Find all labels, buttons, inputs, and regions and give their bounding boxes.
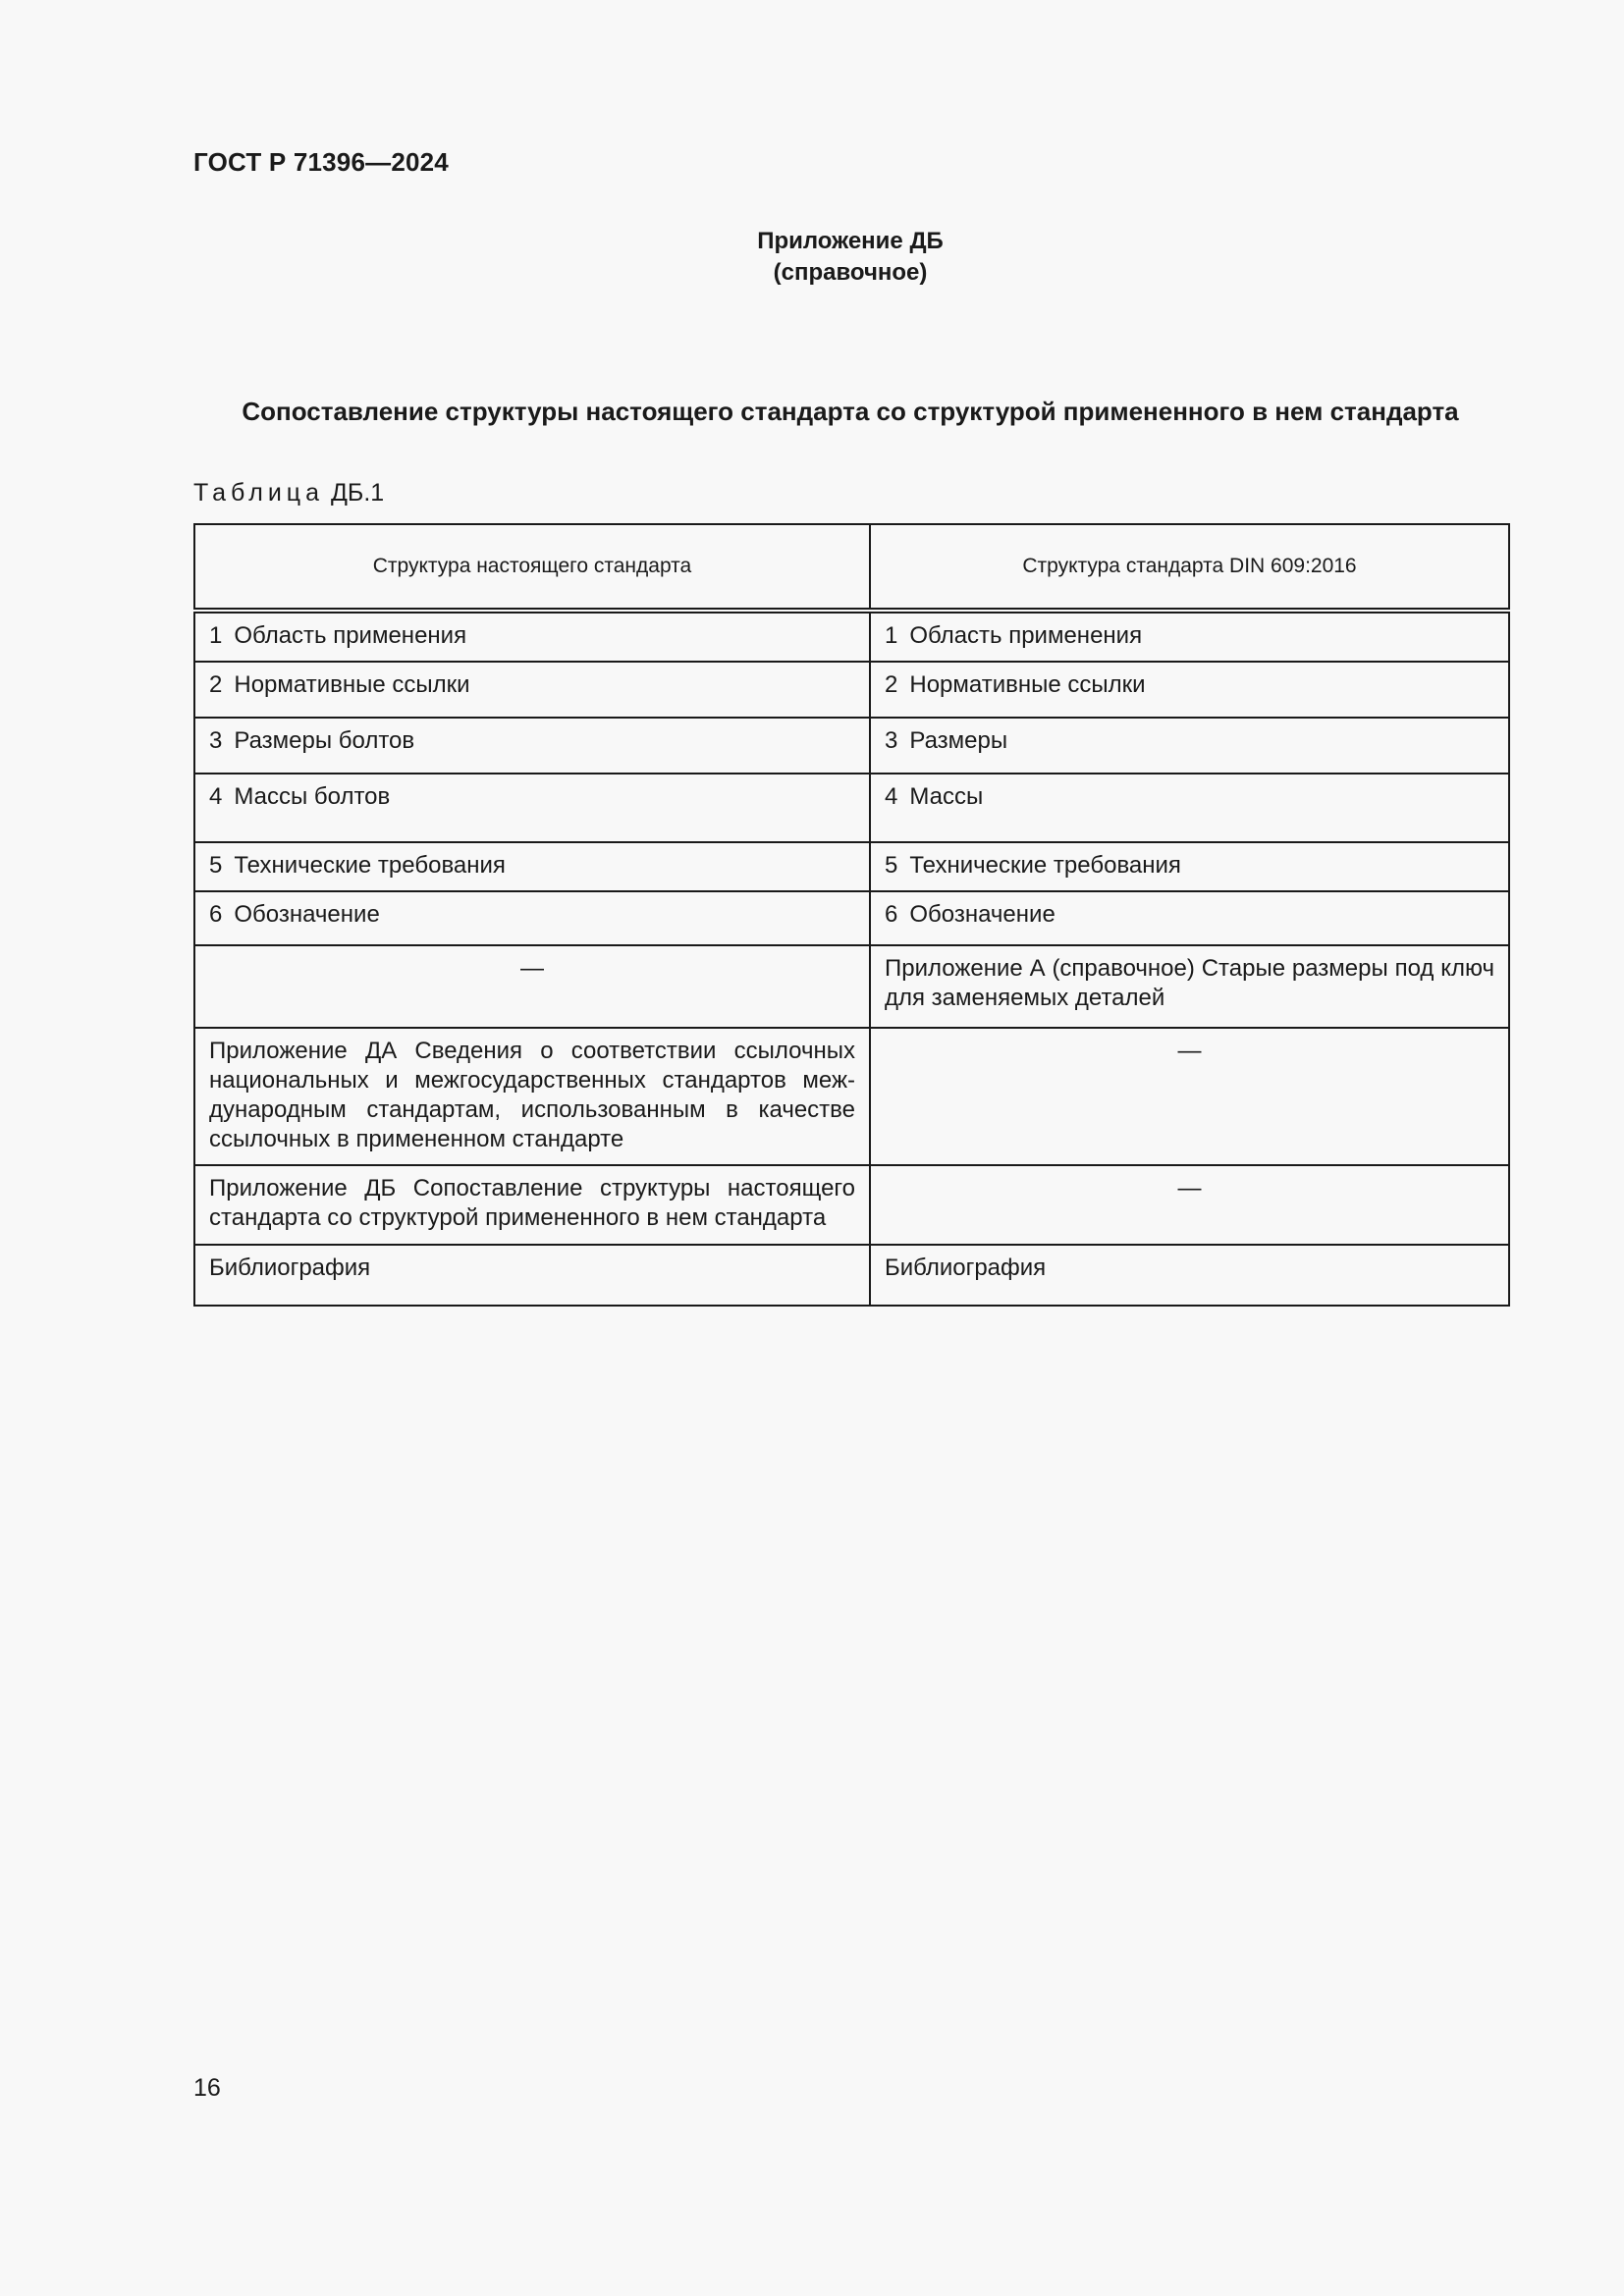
table-row <box>194 611 1509 662</box>
clause-number: 5 <box>885 852 898 879</box>
table-row <box>194 1165 1509 1245</box>
table-row <box>194 774 1509 842</box>
appendix-title: Приложение ДБ <box>757 228 944 254</box>
table-cell-right: — <box>870 1165 1509 1245</box>
table-cell-left <box>194 842 870 891</box>
table-cell-right <box>870 718 1509 774</box>
clause-number: 2 <box>209 671 223 698</box>
table-cell-left: Библиография <box>194 1245 870 1306</box>
table-cell-right <box>870 774 1509 842</box>
clause-number: 3 <box>885 727 898 754</box>
table-row <box>194 1028 1509 1165</box>
table-cell-right <box>870 891 1509 945</box>
clause-title: Технические требования <box>234 852 506 879</box>
table-cell-left <box>194 662 870 718</box>
table-row <box>194 842 1509 891</box>
clause-number: 4 <box>209 783 223 810</box>
structure-comparison-table <box>193 523 1510 1307</box>
table-caption <box>193 479 384 507</box>
clause-title: Технические требования <box>909 852 1181 879</box>
page-number: 16 <box>193 2074 221 2102</box>
table-row <box>194 891 1509 945</box>
table-row <box>194 1245 1509 1306</box>
table-cell-left <box>194 718 870 774</box>
section-title: Сопоставление структуры настоящего стандарта со структурой примененного в нем стандарта <box>242 397 1459 426</box>
table-cell-right <box>870 842 1509 891</box>
clause-number: 5 <box>209 852 223 879</box>
clause-number: 1 <box>885 622 898 649</box>
table-caption-word: Таблица <box>193 479 325 507</box>
table-row <box>194 718 1509 774</box>
clause-title: Нормативные ссылки <box>909 671 1146 698</box>
table-cell-left <box>194 891 870 945</box>
clause-title: Массы <box>909 783 984 810</box>
clause-title: Размеры болтов <box>234 727 415 754</box>
table-row <box>194 945 1509 1028</box>
clause-title: Область применения <box>234 622 467 649</box>
table-cell-left <box>194 774 870 842</box>
appendix-heading <box>0 226 1624 289</box>
clause-title: Размеры <box>909 727 1008 754</box>
clause-title: Обозначение <box>909 901 1056 928</box>
clause-title: Нормативные ссылки <box>234 671 470 698</box>
table-cell-right: Библиография <box>870 1245 1509 1306</box>
table-row <box>194 662 1509 718</box>
header-din-standard: Структура стандарта DIN 609:2016 <box>870 524 1509 611</box>
document-id: ГОСТ Р 71396—2024 <box>193 147 449 177</box>
table-cell-left <box>194 611 870 662</box>
table-cell-right: — <box>870 1028 1509 1165</box>
header-current-standard: Структура настоящего стандарта <box>194 524 870 611</box>
clause-title: Массы болтов <box>234 783 391 810</box>
clause-number: 6 <box>885 901 898 928</box>
table-header-row <box>194 524 1509 611</box>
table-cell-left: — <box>194 945 870 1028</box>
clause-number: 2 <box>885 671 898 698</box>
clause-title: Обозначение <box>234 901 380 928</box>
table-cell-right <box>870 662 1509 718</box>
clause-title: Область применения <box>909 622 1143 649</box>
table-cell-right <box>870 611 1509 662</box>
table-caption-id: ДБ.1 <box>330 479 385 507</box>
clause-number: 3 <box>209 727 223 754</box>
appendix-kind: (справочное) <box>773 259 928 286</box>
clause-number: 4 <box>885 783 898 810</box>
clause-number: 6 <box>209 901 223 928</box>
table-cell-left: Приложение ДБ Сопоставление структуры настоящего стандарта со структурой примененного в нем стандарта <box>194 1165 870 1245</box>
clause-number: 1 <box>209 622 223 649</box>
table-cell-right: Приложение А (справочное) Старые размеры под ключ для заменяемых деталей <box>870 945 1509 1028</box>
table-cell-left: Приложение ДА Сведения о соответствии ссылочных национальных и межгосударственных стандартов меж-дународным стандартам, использованным в качестве ссылочных в примененном стандарте <box>194 1028 870 1165</box>
